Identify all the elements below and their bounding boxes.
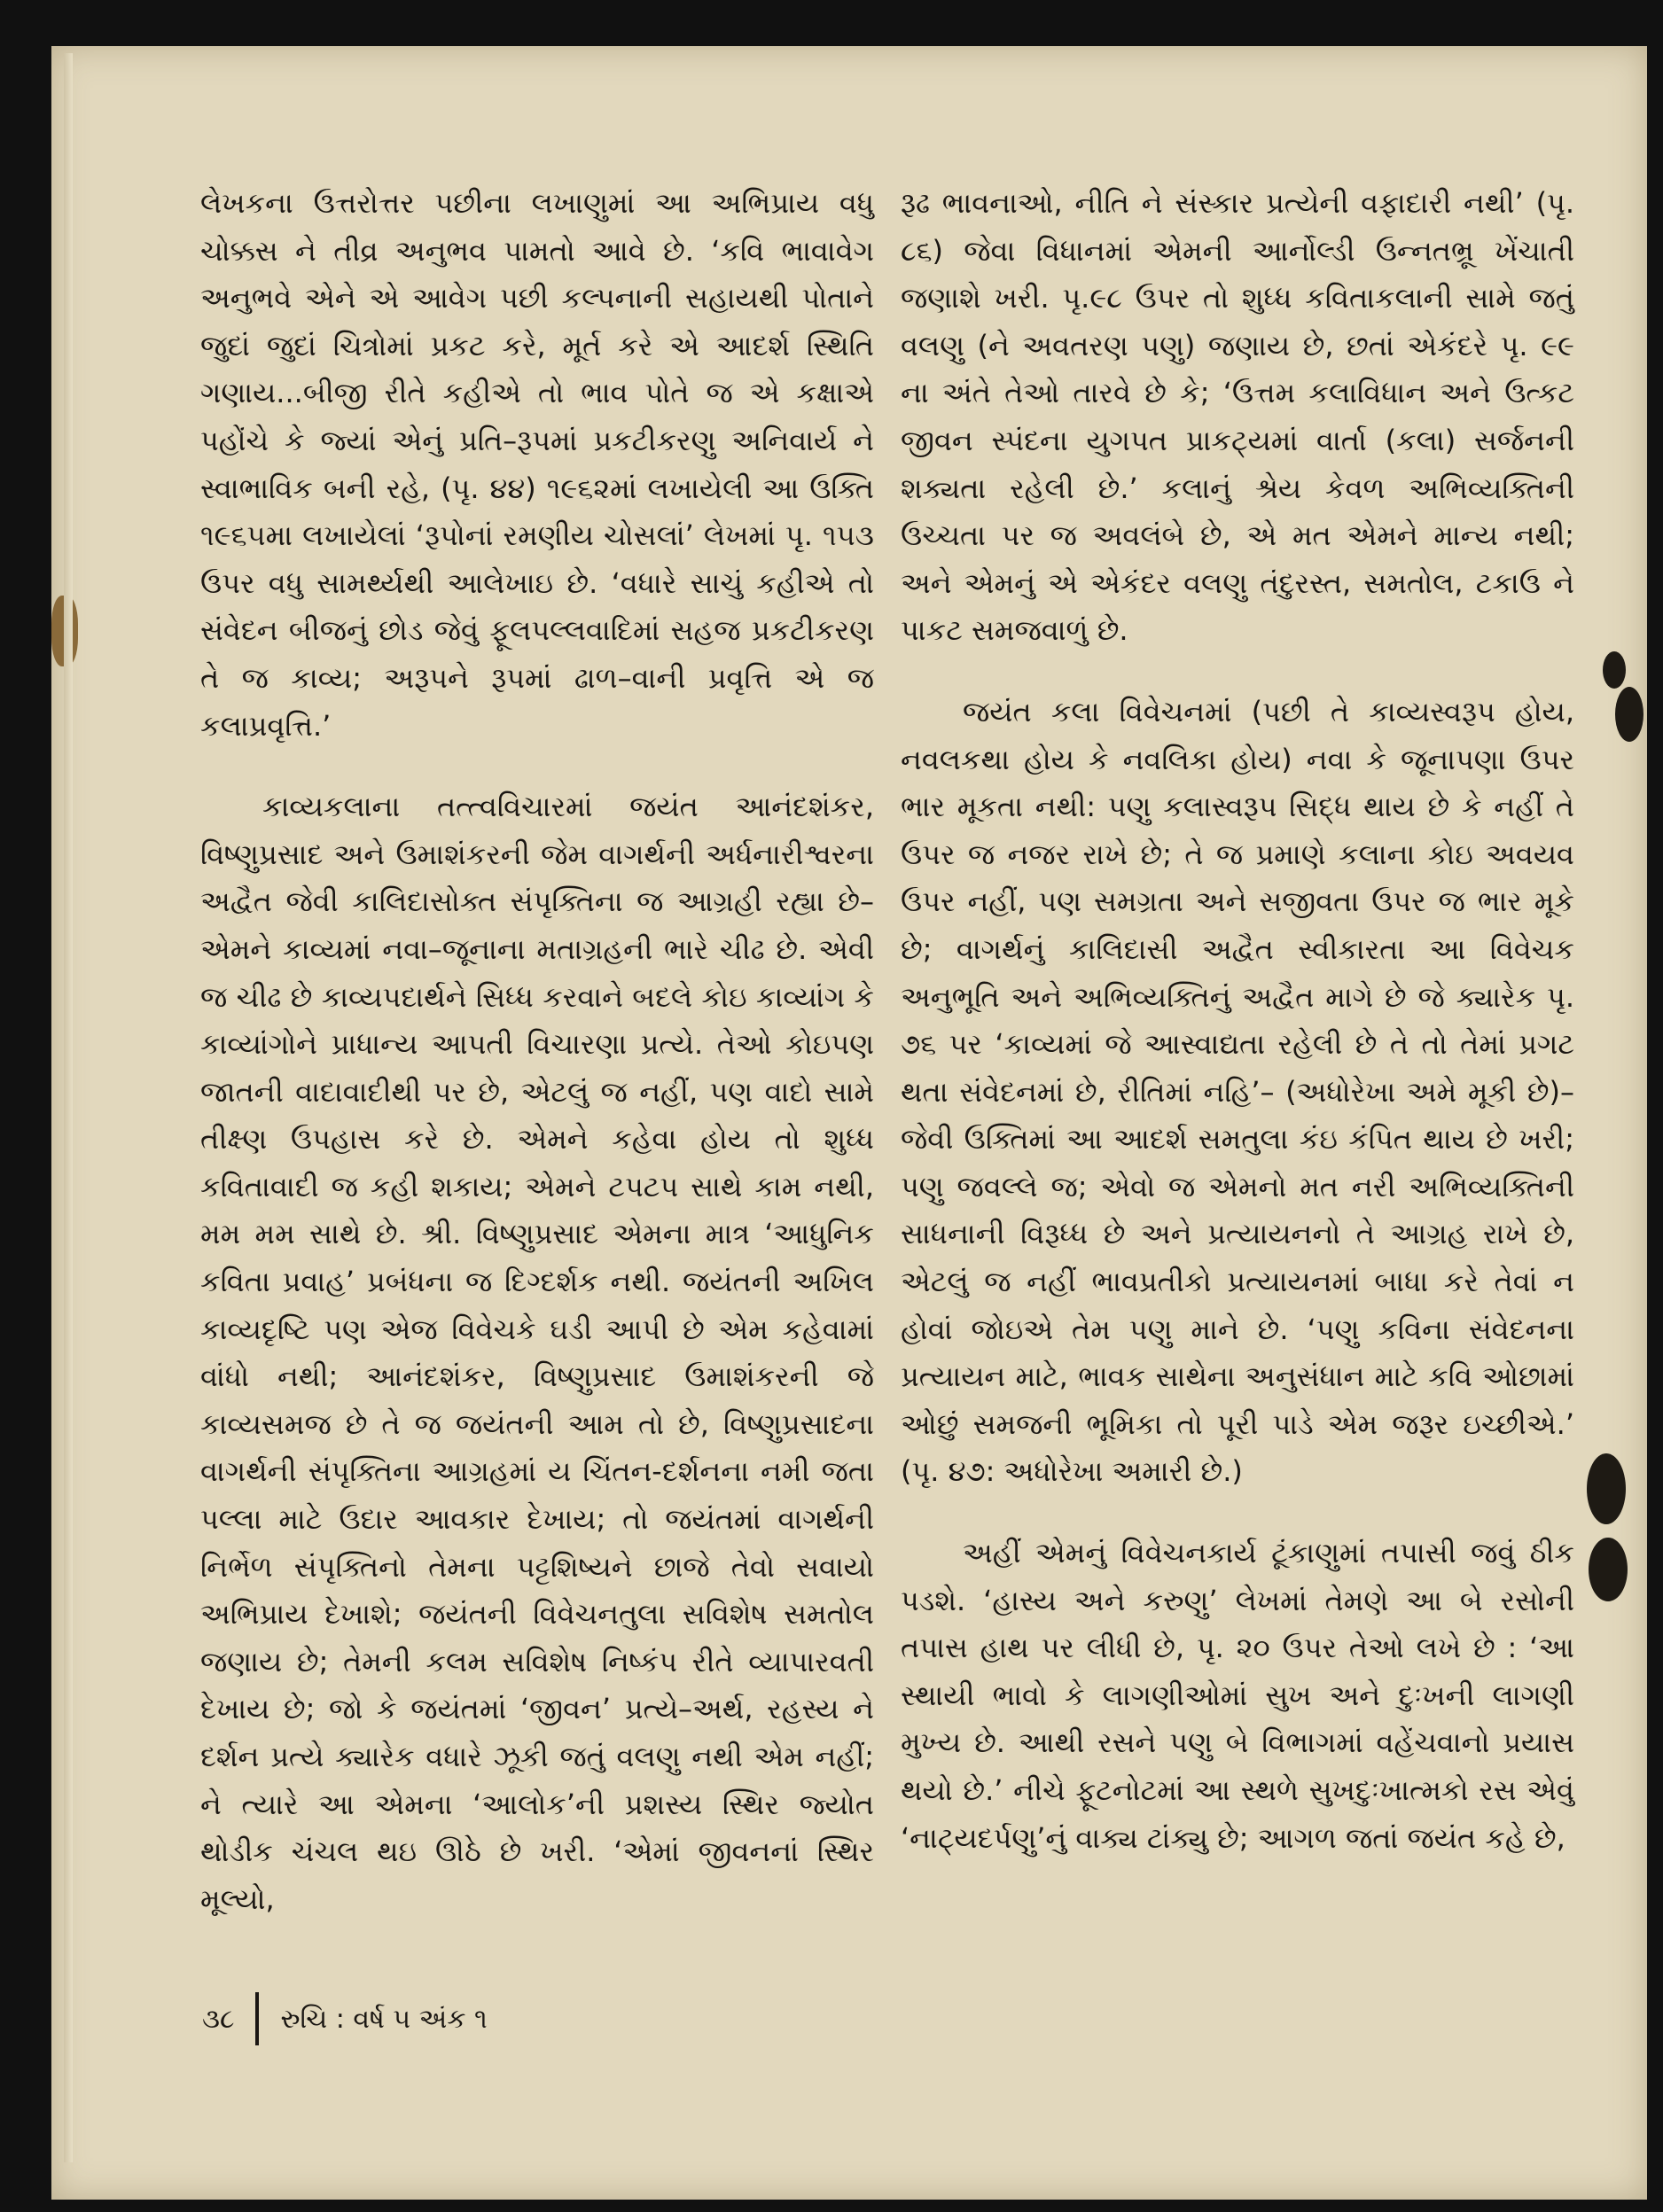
page-number: ૩૮ <box>202 2003 235 2035</box>
right-paragraph-2: જયંત કલા વિવેચનમાં (પછી તે કાવ્યસ્વરૂપ હોય, નવલકથા હોય કે નવલિકા હોય) નવા કે જૂનાપણા ઉપર ભાર મૂકતા નથી: પણુ કલાસ્વરૂપ સિદ્ધ થાય છે કે નહીં તે ઉપર જ નજર રાખે છે; તે જ પ્રમાણે કલાના કોઇ અવયવ ઉપર નહીં, પણ સમગ્રતા અને સજીવતા ઉપર જ ભાર મૂકે છે; વાગર્થનું કાલિદાસી અદ્વૈત સ્વીકારતા આ વિવેચક અનુભૂતિ અને અભિવ્યક્તિનું અદ્વૈત માગે છે જે ક્યારેક પૃ. ૭૬ પર ‘કાવ્યમાં જે આસ્વાદ્યતા રહેલી છે તે તો તેમાં પ્રગટ થતા સંવેદનમાં છે, રીતિમાં નહિ’– (અધોરેખા અમે મૂકી છે)– જેવી ઉક્તિમાં આ આદર્શ સમતુલા કંઇ કંપિત થાય છે ખરી; પણુ જવલ્લે જ; એવો જ એમનો મત નરી અભિવ્યક્તિની સાધનાની વિરૂધ્ધ છે અને પ્રત્યાયનનો તે આગ્રહ રાખે છે, એટલું જ નહીં ભાવપ્રતીકો પ્રત્યાયનમાં બાધા કરે તેવાં ન હોવાં જોઇએ તેમ પણુ માને છે. ‘પણુ કવિના સંવેદનના પ્રત્યાયન માટે, ભાવક સાથેના અનુસંધાન માટે કવિ ઓછામાં ઓછું સમજની ભૂમિકા તો પૂરી પાડે એમ જરૂર ઇચ્છીએ.’ (પૃ. ૪૭: અધોરેખા અમારી છે.) <box>901 694 1574 1489</box>
left-paragraph-2: કાવ્યકલાના તત્ત્વવિચારમાં જયંત આનંદશંકર, વિષ્ણુપ્રસાદ અને ઉમાશંકરની જેમ વાગર્થની અર્ધનારીશ્વરના અદ્વૈત જેવી કાલિદાસોક્ત સંપૃક્તિના જ આગ્રહી રહ્યા છે–એમને કાવ્યમાં નવા–જૂનાના મતાગ્રહની ભારે ચીઢ છે. એવી જ ચીઢ છે કાવ્યપદાર્થને સિધ્ધ કરવાને બદલે કોઇ કાવ્યાંગ કે કાવ્યાંગોને પ્રાધાન્ય આપતી વિચારણા પ્રત્યે. તેઓ કોઇપણ જાતની વાદાવાદીથી પર છે, એટલું જ નહીં, પણ વાદો સામે તીક્ષ્ણ ઉપહાસ કરે છે. એમને કહેવા હોય તો શુધ્ધ કવિતાવાદી જ કહી શકાય; એમને ટપટપ સાથે કામ નથી, મમ મમ સાથે છે. શ્રી. વિષ્ણુપ્રસાદ એમના માત્ર ‘આધુનિક કવિતા પ્રવાહ’ પ્રબંધના જ દિગ્દર્શક નથી. જયંતની અખિલ કાવ્યદૃષ્ટિ પણ એજ વિવેચકે ઘડી આપી છે એમ કહેવામાં વાંધો નથી; આનંદશંકર, વિષ્ણુપ્રસાદ ઉમાશંકરની જે કાવ્યસમજ છે તે જ જયંતની આમ તો છે, વિષ્ણુપ્રસાદના વાગર્થની સંપૃક્તિના આગ્રહમાં ય ચિંતન-દર્શનના નમી જતા પલ્લા માટે ઉદાર આવકાર દેખાય; તો જયંતમાં વાગર્થની નિર્ભેળ સંપૃક્તિનો તેમના પટ્ટશિષ્યને છાજે તેવો સવાયો અભિપ્રાય દેખાશે; જયંતની વિવેચનતુલા સવિશેષ સમતોલ જણાય છે; તેમની કલમ સવિશેષ નિષ્કંપ રીતે વ્યાપારવતી દેખાય છે; જો કે જયંતમાં ‘જીવન’ પ્રત્યે–અર્થ, રહસ્ય ને દર્શન પ્રત્યે ક્યારેક વધારે ઝૂકી જતું વલણુ નથી એમ નહીં; ને ત્યારે આ એમના ‘આલોક’ની પ્રશસ્ય સ્થિર જ્યોત થોડીક ચંચલ થઇ ઊઠે છે ખરી. ‘એમાં જીવનનાં સ્થિર મૂલ્યો, <box>200 790 874 1916</box>
right-paragraph-3: અહીં એમનું વિવેચનકાર્ય ટૂંકાણુમાં તપાસી જવું ઠીક પડશે. ‘હાસ્ય અને કરુણુ’ લેખમાં તેમણે આ બે રસોની તપાસ હાથ પર લીધી છે, પૃ. ૨૦ ઉપર તેઓ લખે છે : ‘આ સ્થાયી ભાવો કે લાગણીઓમાં સુખ અને દુઃખની લાગણી મુખ્ય છે. આથી રસને પણુ બે વિભાગમાં વહેંચવાનો પ્રયાસ થયો છે.’ નીચે ફૂટનોટમાં આ સ્થળે સુખદુઃખાત્મકો રસ એવું ‘નાટ્યદર્પણુ’નું વાક્ય ટાંક્યુ છે; આગળ જતાં જયંત કહે છે, <box>901 1536 1574 1855</box>
binding-hole-2 <box>1615 687 1643 742</box>
left-paragraph-1: લેખકના ઉત્તરોત્તર પછીના લખાણુમાં આ અભિપ્રાય વધુ ચોક્કસ ને તીવ્ર અનુભવ પામતો આવે છે. ‘કવિ ભાવાવેગ અનુભવે એને એ આવેગ પછી કલ્પનાની સહાયથી પોતાને જુદાં જુદાં ચિત્રોમાં પ્રકટ કરે, મૂર્ત કરે એ આદર્શ સ્થિતિ ગણાય...બીજી રીતે કહીએ તો ભાવ પોતે જ એ કક્ષાએ પહોંચે કે જ્યાં એનું પ્રતિ–રૂપમાં પ્રકટીકરણુ અનિવાર્ય ને સ્વાભાવિક બની રહે, (પૃ. ૪૪) ૧૯૬૨માં લખાયેલી આ ઉક્તિ ૧૯૬૫મા લખાયેલાં ‘રૂપોનાં રમણીય ચોસલાં’ લેખમાં પૃ. ૧૫૩ ઉપર વધુ સામર્થ્યથી આલેખાઇ છે. ‘વધારે સાચું કહીએ તો સંવેદન બીજનું છોડ જેવું ફૂલપલ્લવાદિમાં સહજ પ્રકટીકરણ તે જ કાવ્ય; અરૂપને રૂપમાં ઢાળ–વાની પ્રવૃત્તિ એ જ કલાપ્રવૃત્તિ.’ <box>200 186 874 743</box>
page-footer <box>202 1992 488 2045</box>
binding-hole-1 <box>1603 651 1626 689</box>
right-column <box>901 180 1574 1862</box>
right-paragraph-1: રૂઢ ભાવનાઓ, નીતિ ને સંસ્કાર પ્રત્યેની વફાદારી નથી’ (પૃ. ૮૬) જેવા વિધાનમાં એમની આર્નોલ્ડી ઉન્નતભ્રૂ ખેંચાતી જણાશે ખરી. પૃ.૯૮ ઉપર તો શુધ્ધ કવિતાકલાની સામે જતું વલણુ (ને અવતરણ પણુ) જણાય છે, છતાં એકંદરે પૃ. ૯૯ ના અંતે તેઓ તારવે છે કે; ‘ઉત્તમ કલાવિધાન અને ઉત્કટ જીવન સ્પંદના યુગપત પ્રાકટ્યમાં વાર્તા (કલા) સર્જનની શક્યતા રહેલી છે.’ કલાનું શ્રેય કેવળ અભિવ્યક્તિની ઉચ્ચતા પર જ અવલંબે છે, એ મત એમને માન્ય નથી; અને એમનું એ એકંદર વલણુ તંદુરસ્ત, સમતોલ, ટકાઉ ને પાકટ સમજવાળું છે. <box>901 186 1574 648</box>
footer-divider <box>255 1992 259 2045</box>
binding-hole-3 <box>1587 1453 1626 1524</box>
page-edge <box>64 53 73 2162</box>
left-column <box>200 180 874 1923</box>
journal-title: રુચિ : વર્ષ ૫ અંક ૧ <box>280 2003 488 2035</box>
binding-hole-4 <box>1589 1538 1628 1601</box>
